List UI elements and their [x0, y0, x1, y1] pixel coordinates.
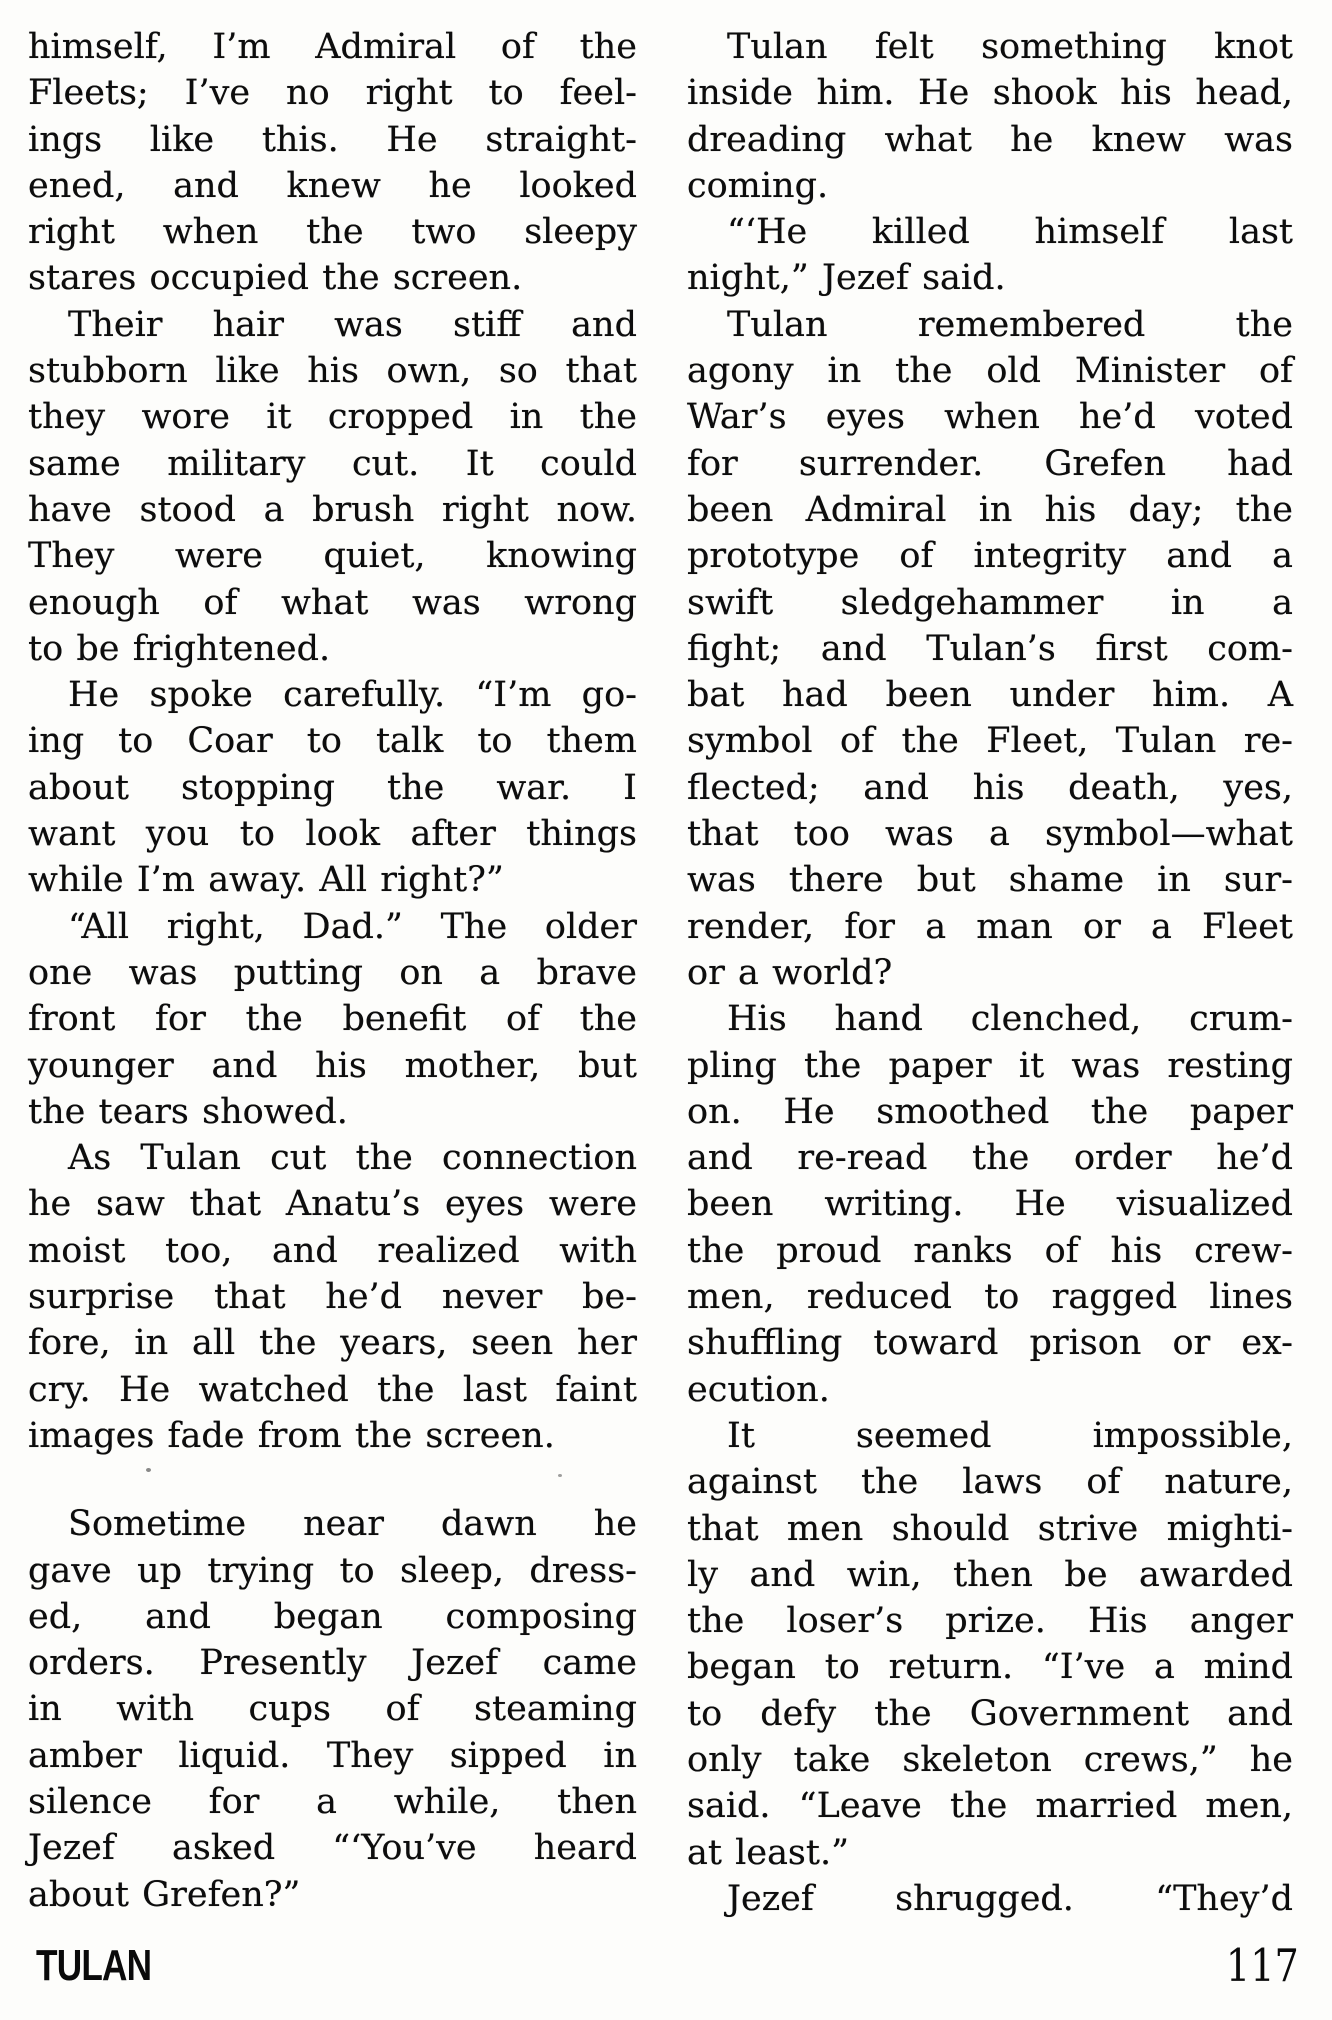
text-line: It seemed impossible, — [727, 1415, 1293, 1456]
text-line: images fade from the screen. — [28, 1415, 555, 1456]
text-line: cry. He watched the last faint — [28, 1369, 637, 1410]
paragraph — [28, 302, 637, 672]
text-line: agony in the old Minister of — [687, 351, 1293, 392]
paragraph — [687, 1876, 1293, 1922]
text-line: began to return. “I’ve a mind — [687, 1647, 1293, 1688]
text-line: on. He smoothed the paper — [687, 1091, 1293, 1132]
text-line: to defy the Government and — [687, 1693, 1293, 1734]
footer-page-number: 117 — [1225, 1939, 1299, 1992]
text-line: that too was a symbol—what — [687, 814, 1293, 855]
paragraph — [687, 209, 1293, 302]
text-line: only take skeleton crews,” he — [687, 1739, 1293, 1780]
text-line: inside him. He shook his head, — [687, 73, 1293, 114]
text-line: he saw that Anatu’s eyes were — [28, 1184, 637, 1225]
text-line: Their hair was stiff and — [68, 304, 637, 345]
paragraph — [687, 996, 1293, 1413]
paragraph — [687, 24, 1293, 209]
text-line: Jezef shrugged. “They’d — [727, 1878, 1293, 1919]
text-line: ened, and knew he looked — [28, 165, 637, 206]
text-line: they wore it cropped in the — [28, 397, 637, 438]
text-line: “All right, Dad.” The older — [68, 906, 637, 947]
text-line: ecution. — [687, 1369, 830, 1410]
text-line: Sometime near dawn he — [68, 1504, 637, 1545]
text-line: said. “Leave the married men, — [687, 1786, 1293, 1827]
text-columns — [28, 24, 1293, 1922]
text-line: the proud ranks of his crew- — [687, 1230, 1293, 1271]
scan-speck — [146, 1468, 151, 1472]
text-line: in with cups of steaming — [28, 1689, 637, 1730]
text-line: at least.” — [687, 1832, 849, 1873]
text-line: ings like this. He straight- — [28, 119, 637, 160]
text-line: against the laws of nature, — [687, 1462, 1293, 1503]
text-line: Tulan remembered the — [727, 304, 1293, 345]
column-left — [28, 24, 637, 1922]
text-line: about stopping the war. I — [28, 767, 637, 808]
paragraph — [28, 672, 637, 903]
text-line: was there but shame in sur- — [687, 860, 1293, 901]
text-line: His hand clenched, crum- — [727, 999, 1293, 1040]
text-line: men, reduced to ragged lines — [687, 1277, 1293, 1318]
text-line: Fleets; I’ve no right to feel- — [28, 73, 637, 114]
text-line: gave up trying to sleep, dress- — [28, 1550, 637, 1591]
text-line: to be frightened. — [28, 628, 331, 669]
text-line: They were quiet, knowing — [28, 536, 637, 577]
text-line: moist too, and realized with — [28, 1230, 637, 1271]
text-line: and re-read the order he’d — [687, 1138, 1293, 1179]
text-line: amber liquid. They sipped in — [28, 1735, 637, 1776]
text-line: render, for a man or a Fleet — [687, 906, 1293, 947]
text-line: the loser’s prize. His anger — [687, 1601, 1293, 1642]
paragraph — [687, 1413, 1293, 1876]
text-line: same military cut. It could — [28, 443, 637, 484]
text-line: that men should strive mighti- — [687, 1508, 1293, 1549]
text-line: stubborn like his own, so that — [28, 351, 637, 392]
text-line: the tears showed. — [28, 1091, 348, 1132]
page-footer — [0, 1939, 1332, 1994]
text-line: younger and his mother, but — [28, 1045, 637, 1086]
text-line: himself, I’m Admiral of the — [28, 27, 637, 67]
text-line: want you to look after things — [28, 814, 637, 855]
text-line: front for the benefit of the — [28, 999, 637, 1040]
text-line: night,” Jezef said. — [687, 258, 1006, 299]
footer-running-title: TULAN — [36, 1941, 152, 1990]
text-line: “‘He killed himself last — [727, 212, 1293, 253]
text-line: fore, in all the years, seen her — [28, 1323, 637, 1364]
text-line: As Tulan cut the connection — [68, 1138, 637, 1179]
text-line: pling the paper it was resting — [687, 1045, 1293, 1086]
text-line: ly and win, then be awarded — [687, 1554, 1293, 1595]
scan-speck — [558, 1474, 562, 1477]
text-line: been writing. He visualized — [687, 1184, 1293, 1225]
text-line: Jezef asked “‘You’ve heard — [28, 1828, 637, 1869]
text-line: dreading what he knew was — [687, 119, 1293, 160]
text-line: prototype of integrity and a — [687, 536, 1293, 577]
text-line: War’s eyes when he’d voted — [687, 397, 1293, 438]
text-line: right when the two sleepy — [28, 212, 637, 253]
text-line: for surrender. Grefen had — [687, 443, 1293, 484]
paragraph — [28, 1501, 637, 1918]
text-line: enough of what was wrong — [28, 582, 637, 623]
text-line: Tulan felt something knot — [727, 27, 1293, 67]
paragraph — [28, 1135, 637, 1459]
text-line: symbol of the Fleet, Tulan re- — [687, 721, 1293, 762]
text-line: surprise that he’d never be- — [28, 1277, 637, 1318]
paragraph — [28, 904, 637, 1135]
text-line: shuffling toward prison or ex- — [687, 1323, 1293, 1364]
text-line: orders. Presently Jezef came — [28, 1643, 637, 1684]
column-right — [687, 24, 1293, 1922]
text-line: or a world? — [687, 952, 893, 993]
text-line: swift sledgehammer in a — [687, 582, 1293, 623]
text-line: while I’m away. All right?” — [28, 860, 504, 901]
text-line: silence for a while, then — [28, 1781, 637, 1822]
text-line: fight; and Tulan’s first com- — [687, 628, 1293, 669]
text-line: about Grefen?” — [28, 1874, 301, 1915]
text-line: ed, and began composing — [28, 1596, 637, 1637]
text-line: one was putting on a brave — [28, 952, 637, 993]
text-line: have stood a brush right now. — [28, 489, 637, 530]
text-line: flected; and his death, yes, — [687, 767, 1293, 808]
paragraph — [28, 24, 637, 302]
paragraph — [687, 302, 1293, 996]
text-line: been Admiral in his day; the — [687, 489, 1293, 530]
text-line: ing to Coar to talk to them — [28, 721, 637, 762]
text-line: coming. — [687, 165, 829, 206]
text-line: He spoke carefully. “I’m go- — [68, 675, 637, 716]
text-line: bat had been under him. A — [687, 675, 1293, 716]
text-line: stares occupied the screen. — [28, 258, 523, 299]
